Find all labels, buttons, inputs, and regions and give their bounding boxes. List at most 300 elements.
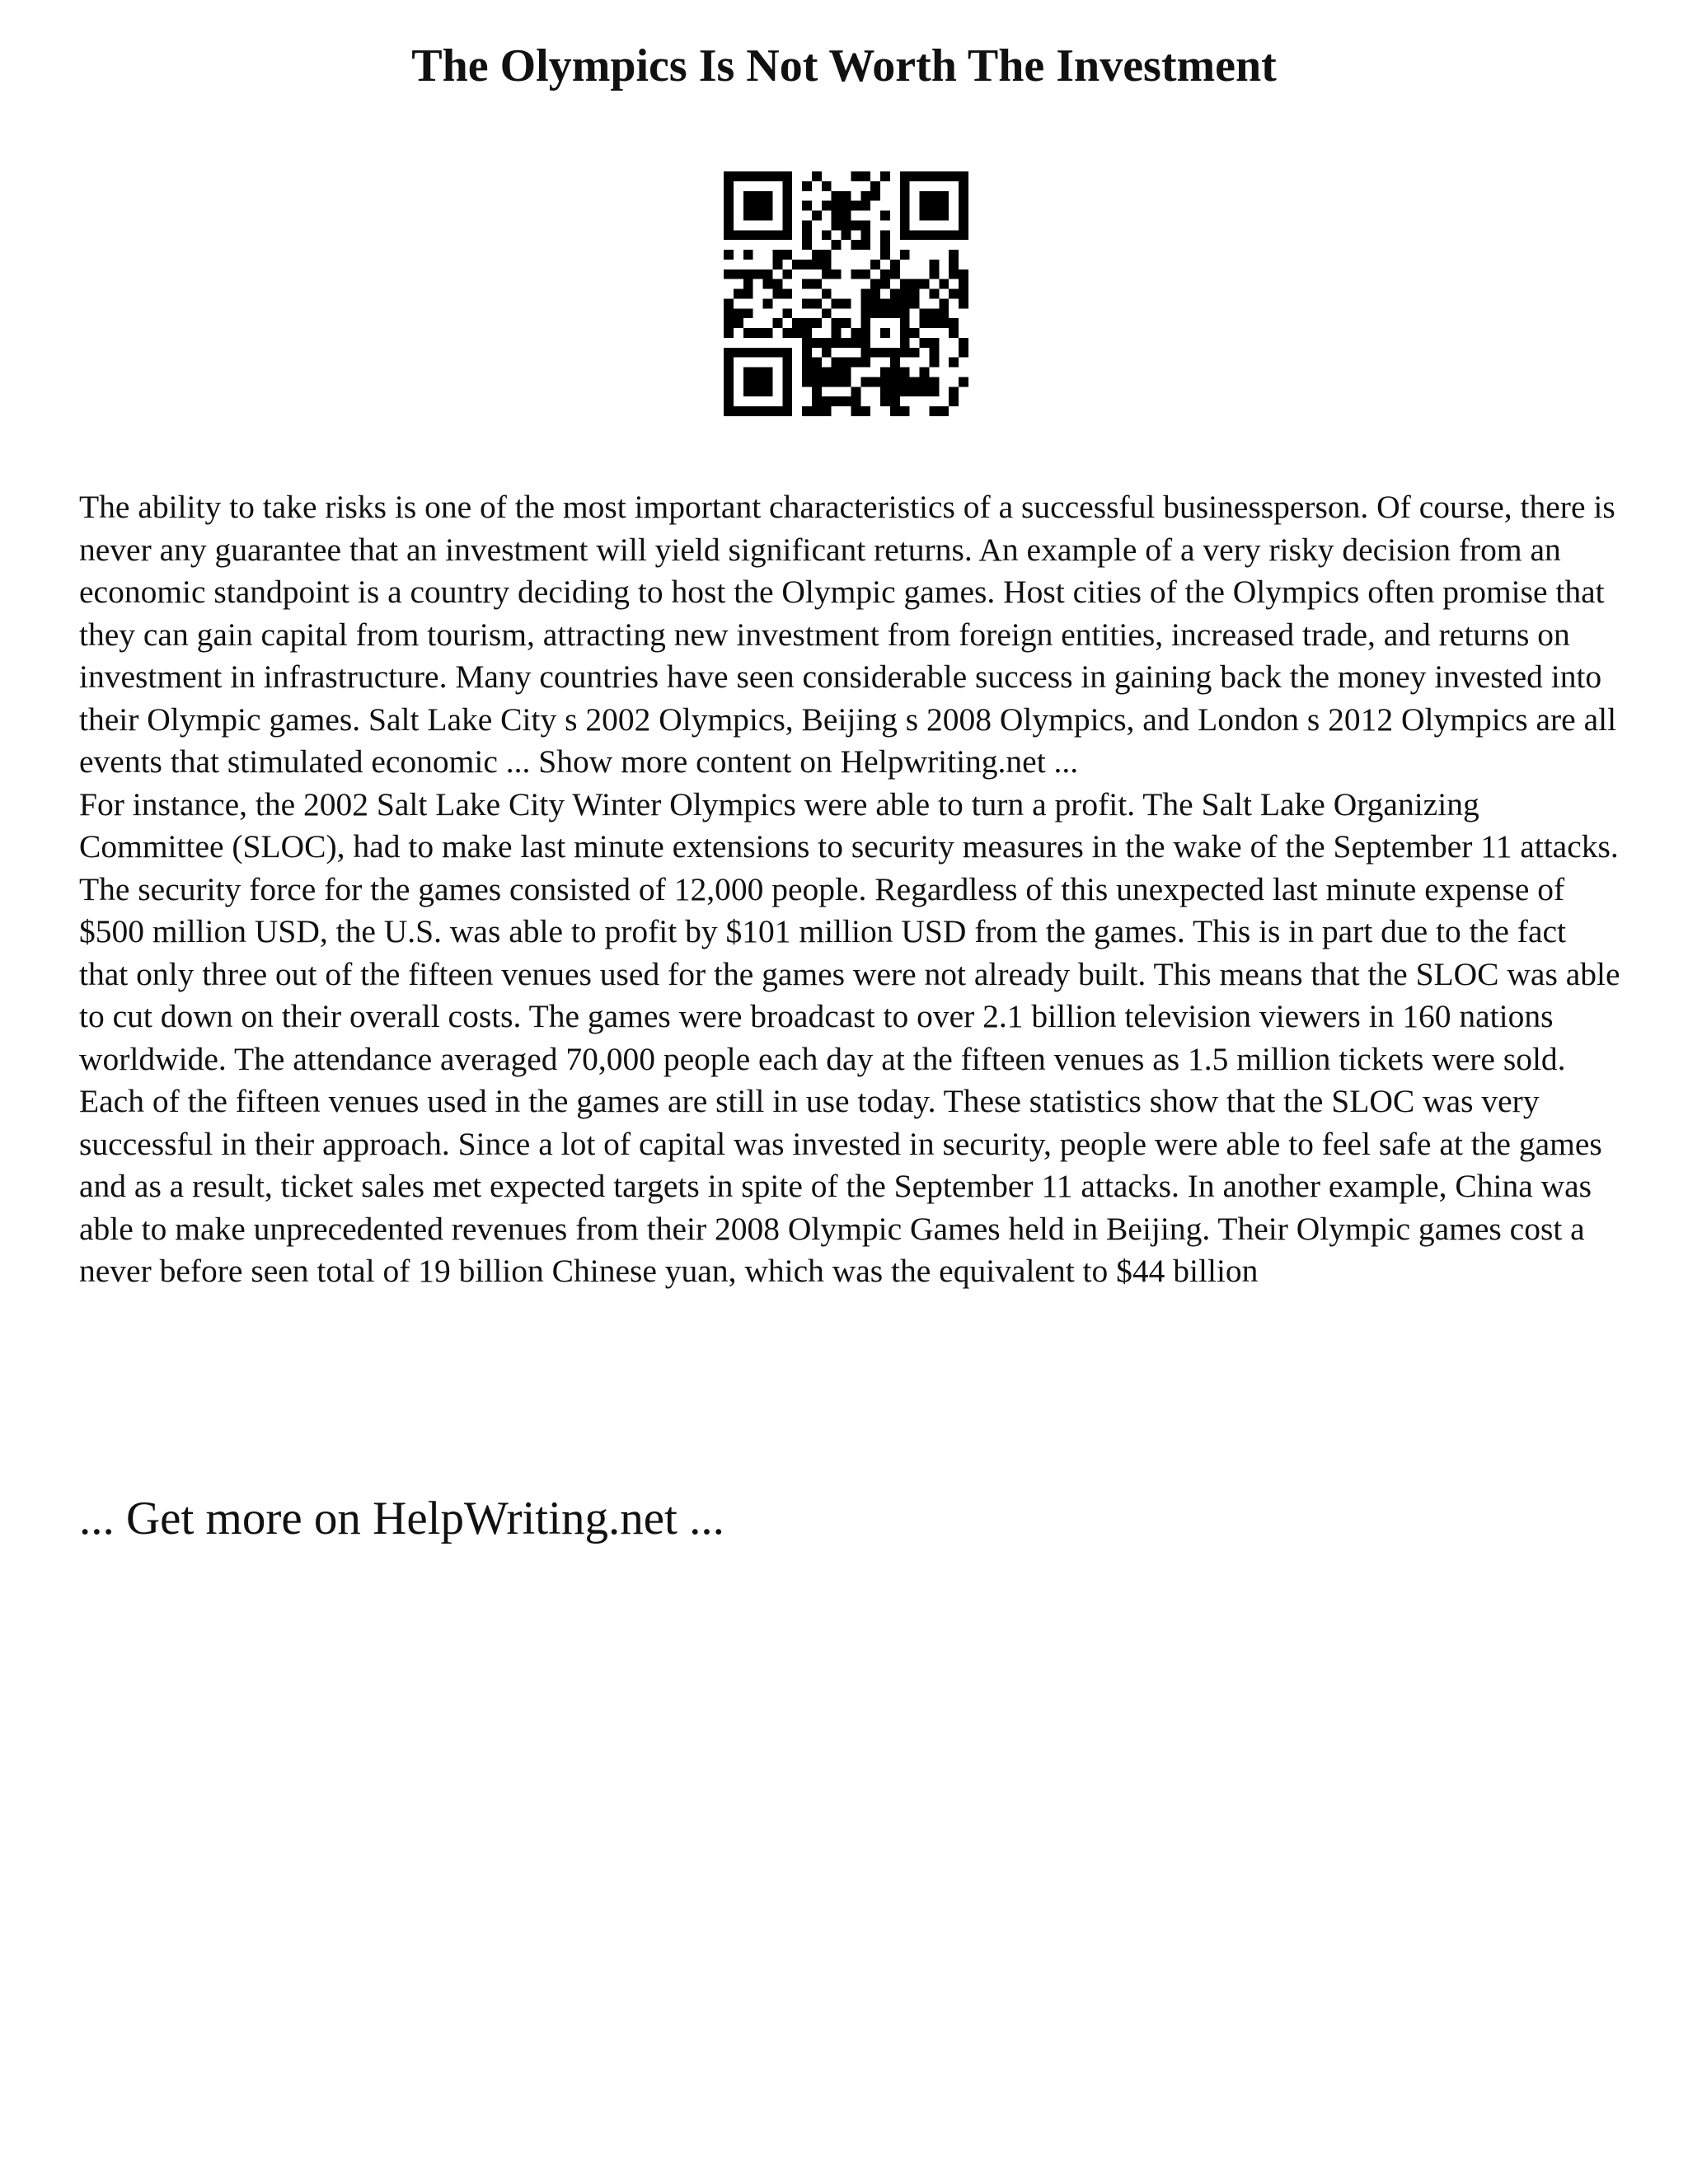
qr-module bbox=[782, 377, 792, 387]
qr-module bbox=[900, 289, 910, 299]
qr-module bbox=[890, 348, 900, 358]
qr-module bbox=[772, 250, 782, 260]
qr-module bbox=[822, 348, 832, 358]
qr-module bbox=[842, 358, 851, 368]
qr-module bbox=[812, 368, 822, 377]
qr-module bbox=[782, 396, 792, 406]
qr-module bbox=[870, 308, 880, 318]
qr-module bbox=[910, 328, 920, 338]
qr-module bbox=[920, 308, 930, 318]
qr-module bbox=[939, 201, 949, 211]
qr-module bbox=[920, 318, 930, 328]
qr-module bbox=[949, 387, 959, 396]
qr-module bbox=[832, 220, 842, 230]
qr-module bbox=[910, 230, 920, 240]
qr-module bbox=[870, 279, 880, 289]
qr-module bbox=[959, 377, 968, 387]
qr-module bbox=[782, 406, 792, 416]
qr-module bbox=[763, 191, 773, 201]
qr-module bbox=[959, 338, 968, 348]
qr-module bbox=[920, 230, 930, 240]
qr-module bbox=[734, 230, 743, 240]
qr-module bbox=[949, 358, 959, 368]
qr-module bbox=[724, 230, 734, 240]
qr-module bbox=[890, 269, 900, 279]
get-more-link[interactable]: ... Get more on HelpWriting.net ... bbox=[79, 1493, 724, 1544]
qr-module bbox=[910, 348, 920, 358]
qr-module bbox=[832, 318, 842, 328]
qr-module bbox=[920, 201, 930, 211]
qr-module bbox=[724, 387, 734, 396]
qr-module bbox=[802, 260, 812, 269]
qr-module bbox=[929, 377, 939, 387]
qr-module bbox=[890, 368, 900, 377]
qr-module bbox=[724, 171, 734, 181]
qr-module bbox=[763, 269, 773, 279]
qr-module bbox=[929, 308, 939, 318]
qr-module bbox=[832, 358, 842, 368]
qr-module bbox=[949, 250, 959, 260]
qr-module bbox=[782, 220, 792, 230]
qr-module bbox=[832, 396, 842, 406]
article-body bbox=[79, 486, 1620, 1293]
qr-module bbox=[832, 338, 842, 348]
qr-module bbox=[743, 368, 753, 377]
qr-module bbox=[734, 171, 743, 181]
qr-module bbox=[870, 348, 880, 358]
qr-module bbox=[753, 387, 763, 396]
qr-module bbox=[743, 406, 753, 416]
qr-module bbox=[860, 191, 870, 201]
qr-module bbox=[920, 368, 930, 377]
qr-module bbox=[929, 358, 939, 368]
qr-module bbox=[860, 377, 870, 387]
qr-module bbox=[802, 348, 812, 358]
qr-module bbox=[959, 211, 968, 221]
qr-module bbox=[851, 201, 860, 211]
qr-module bbox=[812, 406, 822, 416]
qr-module bbox=[822, 269, 832, 279]
qr-module bbox=[782, 250, 792, 260]
qr-module bbox=[910, 289, 920, 299]
qr-module bbox=[763, 298, 773, 308]
qr-module bbox=[900, 377, 910, 387]
qr-module bbox=[900, 308, 910, 318]
qr-module bbox=[860, 171, 870, 181]
qr-module bbox=[842, 298, 851, 308]
qr-module bbox=[743, 201, 753, 211]
qr-module bbox=[782, 308, 792, 318]
qr-module bbox=[890, 396, 900, 406]
qr-module bbox=[782, 230, 792, 240]
qr-module bbox=[782, 269, 792, 279]
qr-module bbox=[851, 358, 860, 368]
qr-module bbox=[812, 338, 822, 348]
qr-module bbox=[743, 308, 753, 318]
qr-module bbox=[851, 328, 860, 338]
qr-module bbox=[860, 289, 870, 299]
qr-module bbox=[920, 171, 930, 181]
qr-module bbox=[832, 211, 842, 221]
qr-module bbox=[880, 396, 890, 406]
qr-module bbox=[743, 191, 753, 201]
qr-module bbox=[802, 328, 812, 338]
qr-module bbox=[880, 377, 890, 387]
qr-module bbox=[772, 279, 782, 289]
qr-module bbox=[724, 406, 734, 416]
qr-module bbox=[880, 211, 890, 221]
qr-module bbox=[842, 201, 851, 211]
qr-module bbox=[822, 308, 832, 318]
qr-module bbox=[724, 269, 734, 279]
qr-code-icon bbox=[724, 171, 968, 416]
qr-module bbox=[734, 318, 743, 328]
qr-module bbox=[782, 201, 792, 211]
qr-module bbox=[753, 171, 763, 181]
qr-module bbox=[949, 269, 959, 279]
qr-module bbox=[929, 318, 939, 328]
qr-module bbox=[860, 201, 870, 211]
qr-module bbox=[724, 308, 734, 318]
qr-module bbox=[959, 181, 968, 191]
qr-module bbox=[842, 211, 851, 221]
qr-module bbox=[949, 171, 959, 181]
qr-module bbox=[900, 250, 910, 260]
qr-module bbox=[812, 171, 822, 181]
qr-module bbox=[802, 406, 812, 416]
qr-module bbox=[724, 211, 734, 221]
qr-module bbox=[753, 211, 763, 221]
qr-module bbox=[753, 328, 763, 338]
qr-module bbox=[842, 220, 851, 230]
qr-module bbox=[842, 368, 851, 377]
qr-module bbox=[920, 191, 930, 201]
qr-module bbox=[812, 298, 822, 308]
qr-module bbox=[822, 260, 832, 269]
qr-module bbox=[802, 377, 812, 387]
qr-module bbox=[753, 348, 763, 358]
qr-module bbox=[860, 298, 870, 308]
qr-module bbox=[812, 279, 822, 289]
qr-module bbox=[782, 368, 792, 377]
qr-module bbox=[782, 171, 792, 181]
qr-module bbox=[959, 171, 968, 181]
qr-module bbox=[724, 368, 734, 377]
qr-module bbox=[929, 201, 939, 211]
qr-module bbox=[860, 406, 870, 416]
qr-module bbox=[900, 318, 910, 328]
qr-module bbox=[842, 377, 851, 387]
qr-module bbox=[929, 260, 939, 269]
qr-module bbox=[860, 240, 870, 250]
qr-module bbox=[743, 211, 753, 221]
qr-module bbox=[812, 260, 822, 269]
qr-module bbox=[870, 260, 880, 269]
qr-module bbox=[920, 279, 930, 289]
qr-module bbox=[724, 396, 734, 406]
qr-module bbox=[900, 171, 910, 181]
qr-module bbox=[929, 289, 939, 299]
qr-module bbox=[959, 201, 968, 211]
qr-module bbox=[753, 377, 763, 387]
qr-module bbox=[900, 328, 910, 338]
qr-module bbox=[860, 318, 870, 328]
qr-module bbox=[753, 201, 763, 211]
qr-module bbox=[782, 358, 792, 368]
qr-module bbox=[910, 279, 920, 289]
qr-module bbox=[772, 230, 782, 240]
qr-module bbox=[802, 318, 812, 328]
qr-module bbox=[929, 348, 939, 358]
qr-module bbox=[910, 171, 920, 181]
qr-module bbox=[734, 348, 743, 358]
qr-module bbox=[890, 358, 900, 368]
qr-module bbox=[860, 328, 870, 338]
qr-module bbox=[753, 269, 763, 279]
qr-module bbox=[822, 377, 832, 387]
qr-module bbox=[782, 211, 792, 221]
qr-module bbox=[763, 328, 773, 338]
qr-module bbox=[900, 181, 910, 191]
qr-module bbox=[763, 201, 773, 211]
qr-module bbox=[822, 338, 832, 348]
qr-module bbox=[763, 230, 773, 240]
qr-module bbox=[822, 230, 832, 240]
qr-module bbox=[753, 191, 763, 201]
qr-module bbox=[900, 406, 910, 416]
qr-module bbox=[870, 377, 880, 387]
qr-module bbox=[851, 171, 860, 181]
qr-module bbox=[959, 191, 968, 201]
qr-module bbox=[860, 220, 870, 230]
qr-module bbox=[734, 269, 743, 279]
qr-module bbox=[949, 230, 959, 240]
qr-module bbox=[763, 377, 773, 387]
qr-module bbox=[743, 387, 753, 396]
qr-module bbox=[724, 298, 734, 308]
qr-module bbox=[842, 396, 851, 406]
qr-module bbox=[949, 318, 959, 328]
qr-module bbox=[860, 348, 870, 358]
qr-module bbox=[724, 358, 734, 368]
qr-module bbox=[959, 269, 968, 279]
paragraph-examples: For instance, the 2002 Salt Lake City Winter Olympics were able to turn a profit. The Salt Lake Organizing Committee (SLOC), had to make last minute extensions to security measures in the wake of the September 11 attacks. The security force for the games consisted of 12,000 people. Regardless of this unexpected last minute expense of $500 million USD, the U.S. was able to profit by $101 million USD from the games. This is in part due to the fact that only three out of the fifteen venues used for the games were not already built. This means that the SLOC was able to cut down on their overall costs. The games were broadcast to over 2.1 billion television viewers in 160 nations worldwide. The attendance averaged 70,000 people each day at the fifteen venues as 1.5 million tickets were sold. Each of the fifteen venues used in the games are still in use today. These statistics show that the SLOC was very successful in their approach. Since a lot of capital was invested in security, people were able to feel safe at the games and as a result, ticket sales met expected targets in spite of the September 11 attacks. In another example, China was able to make unprecedented revenues from their 2008 Olympic Games held in Beijing. Their Olympic games cost a never before seen total of 19 billion Chinese yuan, which was the equivalent to $44 billion bbox=[79, 785, 1620, 1289]
qr-module bbox=[734, 406, 743, 416]
qr-module bbox=[900, 298, 910, 308]
qr-module bbox=[812, 358, 822, 368]
qr-module bbox=[724, 191, 734, 201]
qr-module bbox=[812, 318, 822, 328]
qr-module bbox=[880, 298, 890, 308]
qr-module bbox=[910, 377, 920, 387]
qr-module bbox=[880, 368, 890, 377]
qr-module bbox=[890, 377, 900, 387]
qr-module bbox=[939, 406, 949, 416]
qr-module bbox=[724, 348, 734, 358]
qr-module bbox=[743, 171, 753, 181]
qr-module bbox=[959, 298, 968, 308]
qr-module bbox=[763, 171, 773, 181]
qr-module bbox=[880, 328, 890, 338]
qr-module bbox=[851, 240, 860, 250]
qr-module bbox=[772, 348, 782, 358]
qr-module bbox=[792, 260, 802, 269]
qr-module bbox=[743, 377, 753, 387]
qr-module bbox=[920, 338, 930, 348]
qr-module bbox=[724, 318, 734, 328]
qr-module bbox=[822, 181, 832, 191]
qr-module bbox=[724, 181, 734, 191]
qr-module bbox=[743, 348, 753, 358]
qr-module bbox=[763, 211, 773, 221]
qr-module bbox=[802, 368, 812, 377]
qr-module bbox=[929, 171, 939, 181]
qr-module bbox=[832, 377, 842, 387]
qr-module bbox=[842, 318, 851, 328]
qr-module bbox=[743, 230, 753, 240]
qr-module bbox=[802, 358, 812, 368]
qr-module bbox=[822, 368, 832, 377]
qr-module bbox=[782, 191, 792, 201]
qr-module bbox=[880, 387, 890, 396]
qr-module bbox=[939, 230, 949, 240]
qr-module bbox=[949, 328, 959, 338]
qr-module bbox=[949, 260, 959, 269]
qr-module bbox=[802, 338, 812, 348]
qr-module bbox=[890, 260, 900, 269]
qr-module bbox=[939, 298, 949, 308]
qr-module bbox=[860, 230, 870, 240]
qr-module bbox=[812, 396, 822, 406]
qr-module bbox=[782, 387, 792, 396]
qr-module bbox=[734, 308, 743, 318]
qr-module bbox=[860, 269, 870, 279]
qr-module bbox=[743, 328, 753, 338]
qr-module bbox=[880, 308, 890, 318]
qr-module bbox=[772, 260, 782, 269]
qr-module bbox=[929, 406, 939, 416]
qr-module bbox=[870, 191, 880, 201]
qr-module bbox=[772, 289, 782, 299]
qr-module bbox=[743, 279, 753, 289]
qr-module bbox=[734, 289, 743, 299]
qr-module bbox=[851, 406, 860, 416]
qr-module bbox=[900, 191, 910, 201]
qr-module bbox=[832, 298, 842, 308]
qr-module bbox=[939, 211, 949, 221]
qr-module bbox=[724, 377, 734, 387]
qr-module bbox=[802, 220, 812, 230]
qr-module bbox=[920, 211, 930, 221]
qr-module bbox=[880, 240, 890, 250]
qr-module bbox=[802, 240, 812, 250]
qr-module bbox=[851, 269, 860, 279]
qr-module bbox=[753, 230, 763, 240]
qr-module bbox=[870, 298, 880, 308]
qr-module bbox=[939, 318, 949, 328]
qr-module bbox=[860, 308, 870, 318]
qr-module bbox=[832, 191, 842, 201]
qr-module bbox=[851, 338, 860, 348]
qr-module bbox=[832, 201, 842, 211]
qr-module bbox=[772, 406, 782, 416]
qr-module bbox=[792, 328, 802, 338]
qr-module bbox=[782, 289, 792, 299]
qr-module bbox=[802, 279, 812, 289]
qr-module bbox=[724, 250, 734, 260]
qr-module bbox=[822, 201, 832, 211]
qr-module bbox=[802, 181, 812, 191]
qr-module bbox=[842, 230, 851, 240]
qr-module bbox=[812, 377, 822, 387]
qr-module bbox=[812, 387, 822, 396]
qr-module bbox=[724, 328, 734, 338]
document-title: The Olympics Is Not Worth The Investment bbox=[411, 40, 1277, 91]
qr-module bbox=[763, 406, 773, 416]
qr-module bbox=[929, 387, 939, 396]
qr-module bbox=[812, 250, 822, 260]
qr-module bbox=[763, 368, 773, 377]
qr-module bbox=[743, 250, 753, 260]
qr-module bbox=[929, 230, 939, 240]
qr-module bbox=[851, 220, 860, 230]
qr-module bbox=[880, 348, 890, 358]
qr-module bbox=[842, 338, 851, 348]
qr-module bbox=[724, 220, 734, 230]
qr-module bbox=[939, 171, 949, 181]
qr-module bbox=[910, 298, 920, 308]
qr-module bbox=[949, 396, 959, 406]
qr-module bbox=[802, 201, 812, 211]
qr-module bbox=[939, 308, 949, 318]
qr-module bbox=[832, 328, 842, 338]
qr-module bbox=[959, 279, 968, 289]
qr-module bbox=[959, 348, 968, 358]
qr-module bbox=[880, 269, 890, 279]
qr-module bbox=[910, 387, 920, 396]
qr-module bbox=[900, 279, 910, 289]
qr-module bbox=[753, 368, 763, 377]
qr-module bbox=[900, 201, 910, 211]
qr-module bbox=[890, 289, 900, 299]
qr-module bbox=[753, 406, 763, 416]
qr-module bbox=[832, 368, 842, 377]
qr-module bbox=[890, 298, 900, 308]
qr-module bbox=[890, 406, 900, 416]
qr-module bbox=[782, 328, 792, 338]
qr-module bbox=[949, 289, 959, 299]
qr-module bbox=[900, 368, 910, 377]
qr-module bbox=[929, 338, 939, 348]
qr-module bbox=[792, 318, 802, 328]
qr-module bbox=[890, 308, 900, 318]
qr-module bbox=[743, 269, 753, 279]
qr-module bbox=[802, 230, 812, 240]
qr-module bbox=[772, 171, 782, 181]
qr-module bbox=[851, 396, 860, 406]
qr-module bbox=[929, 211, 939, 221]
qr-module bbox=[822, 406, 832, 416]
qr-module bbox=[763, 279, 773, 289]
qr-module bbox=[880, 250, 890, 260]
qr-module bbox=[959, 289, 968, 299]
qr-module bbox=[929, 191, 939, 201]
qr-module bbox=[929, 269, 939, 279]
qr-module bbox=[880, 171, 890, 181]
qr-module bbox=[842, 191, 851, 201]
qr-module bbox=[772, 318, 782, 328]
qr-module bbox=[900, 211, 910, 221]
